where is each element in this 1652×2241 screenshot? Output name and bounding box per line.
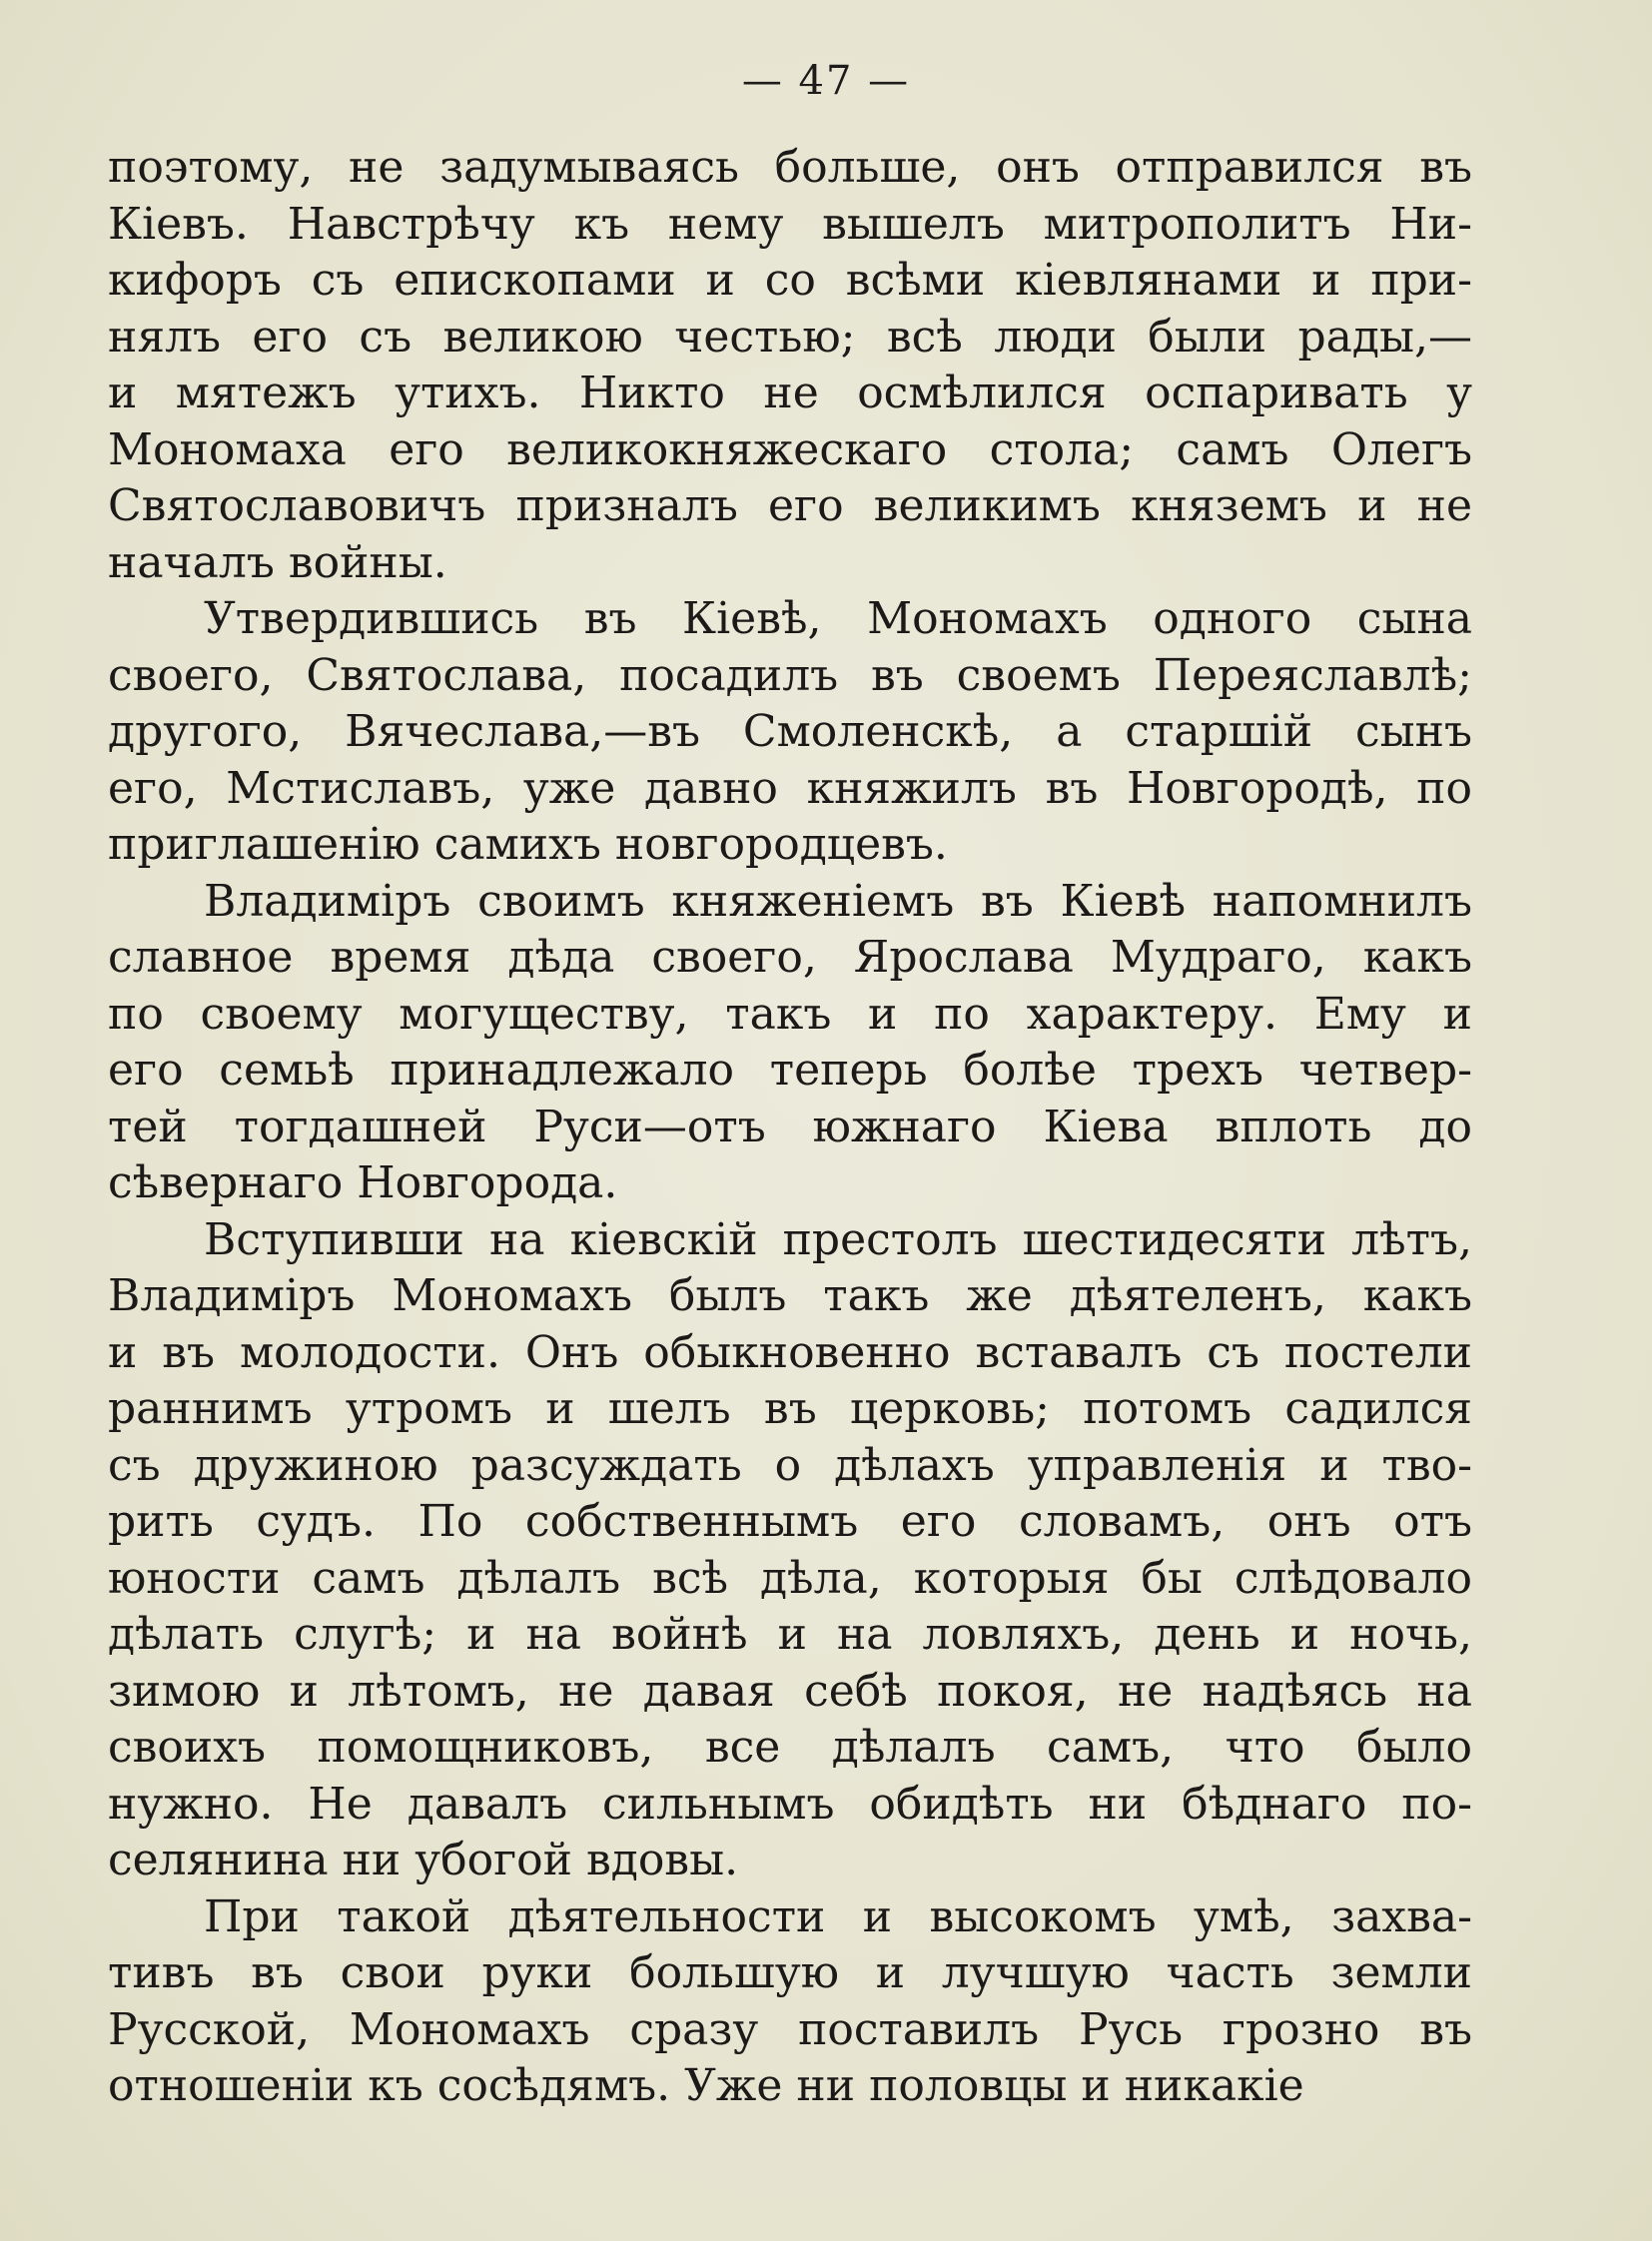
paragraph — [108, 591, 1472, 874]
text-line: юности самъ дѣлалъ всѣ дѣла, которыя бы слѣдовало — [108, 1552, 1472, 1604]
text-line: славное время дѣда своего, Ярослава Мудраго, какъ — [108, 932, 1472, 983]
text-line: селянина ни убогой вдовы. — [108, 1835, 739, 1885]
text-line: нужно. Не давалъ сильнымъ обидѣть ни бѣднаго по- — [108, 1778, 1472, 1830]
text-line: отношеніи къ сосѣдямъ. Уже ни половцы и никакіе — [108, 2060, 1304, 2111]
text-line: рить судъ. По собственнымъ его словамъ, онъ отъ — [108, 1496, 1472, 1547]
paragraph — [108, 1889, 1472, 2115]
text-line: кифоръ съ епископами и со всѣми кіевлянами и при- — [108, 255, 1472, 306]
text-line: Мономаха его великокняжескаго стола; самъ Олегъ — [108, 423, 1472, 475]
paragraph — [108, 874, 1472, 1212]
text-line: нялъ его съ великою честью; всѣ люди были рады,— — [108, 311, 1472, 363]
text-line: Владиміръ Мономахъ былъ такъ же дѣятеленъ, какъ — [108, 1270, 1472, 1321]
page-number: — 47 — — [741, 58, 911, 104]
text-line: Кіевъ. Навстрѣчу къ нему вышелъ митрополитъ Ни- — [108, 198, 1472, 250]
text-line: Владиміръ своимъ княженіемъ въ Кіевѣ напомнилъ — [204, 875, 1472, 927]
text-line: своихъ помощниковъ, все дѣлалъ самъ, что было — [108, 1722, 1472, 1773]
paragraph — [108, 1212, 1472, 1889]
text-line: началъ войны. — [108, 536, 447, 588]
text-line: сѣвернаго Новгорода. — [108, 1157, 618, 1208]
text-line: Вступивши на кіевскій престолъ шестидесяти лѣтъ, — [204, 1213, 1472, 1265]
text-line: зимою и лѣтомъ, не давая себѣ покоя, не надѣясь на — [108, 1665, 1472, 1717]
text-line: его, Мстиславъ, уже давно княжилъ въ Новгородѣ, по — [108, 762, 1472, 814]
text-line: своего, Святослава, посадилъ въ своемъ Переяславлѣ; — [108, 649, 1472, 701]
text-line: тей тогдашней Руси—отъ южнаго Кіева вплоть до — [108, 1101, 1472, 1152]
text-line: Русской, Мономахъ сразу поставилъ Русь грозно въ — [108, 2003, 1472, 2055]
text-line: съ дружиною разсуждать о дѣлахъ управленія и тво- — [108, 1439, 1472, 1491]
text-line: приглашенію самихъ новгородцевъ. — [108, 819, 948, 870]
text-line: Утвердившись въ Кіевѣ, Мономахъ одного сына — [204, 593, 1472, 644]
text-line: и мятежъ утихъ. Никто не осмѣлился оспаривать у — [108, 368, 1472, 418]
text-line: и въ молодости. Онъ обыкновенно вставалъ съ постели — [108, 1326, 1472, 1378]
text-line: по своему могуществу, такъ и по характеру. Ему и — [108, 988, 1472, 1040]
body-text — [108, 140, 1472, 2115]
text-line: поэтому, не задумываясь больше, онъ отправился въ — [108, 142, 1472, 193]
text-line: тивъ въ свои руки большую и лучшую часть земли — [108, 1947, 1472, 1998]
text-line: дѣлать слугѣ; и на войнѣ и на ловляхъ, день и ночь, — [108, 1609, 1472, 1660]
text-line: его семьѣ принадлежало теперь болѣе трехъ четвер- — [108, 1045, 1472, 1096]
text-line: При такой дѣятельности и высокомъ умѣ, захва- — [204, 1890, 1472, 1942]
text-line: Святославовичъ призналъ его великимъ княземъ и не — [108, 480, 1472, 531]
text-line: другого, Вячеслава,—въ Смоленскѣ, а старшій сынъ — [108, 706, 1472, 757]
paragraph — [108, 140, 1472, 591]
text-line: раннимъ утромъ и шелъ въ церковь; потомъ садился — [108, 1383, 1472, 1434]
